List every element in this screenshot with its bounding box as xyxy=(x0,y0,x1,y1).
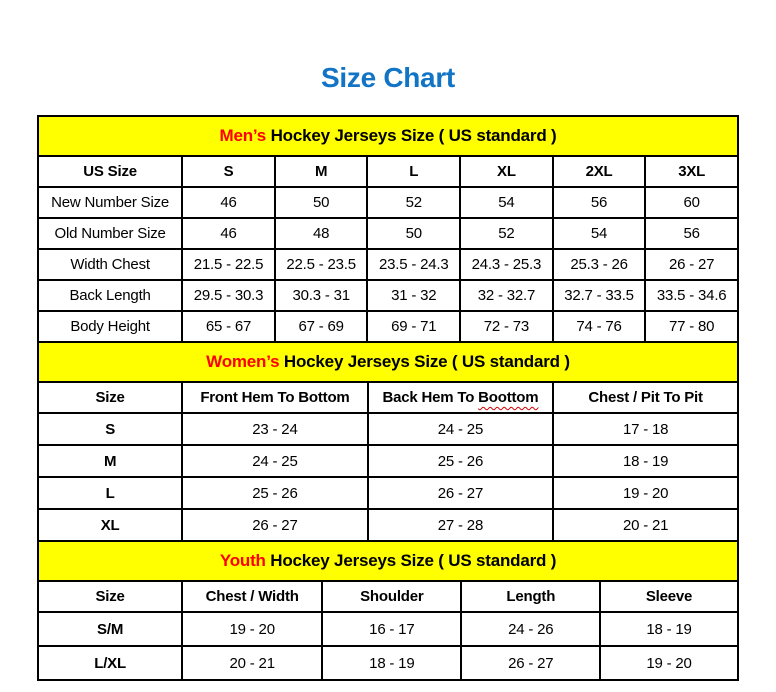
row-label: S xyxy=(38,413,182,445)
table-row xyxy=(38,413,738,445)
womens-col-header-size: Size xyxy=(38,382,182,413)
size-value-cell: 20 - 21 xyxy=(553,509,738,541)
size-value-cell: 46 xyxy=(182,218,275,249)
size-value-cell: 54 xyxy=(460,187,553,218)
size-value-cell: 17 - 18 xyxy=(553,413,738,445)
size-value-cell: 67 - 69 xyxy=(275,311,368,342)
youth-col-header-length: Length xyxy=(461,581,600,612)
back-hem-misspelled-word: Boottom xyxy=(478,389,539,406)
size-value-cell: 54 xyxy=(553,218,646,249)
size-value-cell: 22.5 - 23.5 xyxy=(275,249,368,280)
youth-col-header-sleeve: Sleeve xyxy=(600,581,738,612)
size-value-cell: 21.5 - 22.5 xyxy=(182,249,275,280)
row-label: Old Number Size xyxy=(38,218,182,249)
size-value-cell: 18 - 19 xyxy=(600,612,738,646)
mens-caption-highlight: Men’s xyxy=(219,126,267,145)
womens-col-header-back-hem xyxy=(368,382,554,413)
womens-header-row xyxy=(38,382,738,413)
size-value-cell: 32.7 - 33.5 xyxy=(553,280,646,311)
size-value-cell: 26 - 27 xyxy=(461,646,600,680)
size-value-cell: 52 xyxy=(460,218,553,249)
size-value-cell: 50 xyxy=(275,187,368,218)
size-value-cell: 69 - 71 xyxy=(367,311,460,342)
size-value-cell: 26 - 27 xyxy=(645,249,738,280)
table-row xyxy=(38,187,738,218)
womens-caption-text: Hockey Jerseys Size ( US standard ) xyxy=(279,352,570,371)
size-value-cell: 32 - 32.7 xyxy=(460,280,553,311)
mens-header-row xyxy=(38,156,738,187)
row-label: Width Chest xyxy=(38,249,182,280)
size-value-cell: 24 - 25 xyxy=(368,413,554,445)
size-value-cell: 50 xyxy=(367,218,460,249)
table-row xyxy=(38,509,738,541)
mens-col-header-m: M xyxy=(275,156,368,187)
size-value-cell: 20 - 21 xyxy=(182,646,322,680)
row-label: Body Height xyxy=(38,311,182,342)
page-title: Size Chart xyxy=(321,62,455,93)
size-value-cell: 52 xyxy=(367,187,460,218)
youth-caption-text: Hockey Jerseys Size ( US standard ) xyxy=(265,551,557,570)
mens-col-header-3xl: 3XL xyxy=(645,156,738,187)
mens-size-table xyxy=(37,115,739,343)
size-value-cell: 23.5 - 24.3 xyxy=(367,249,460,280)
size-value-cell: 77 - 80 xyxy=(645,311,738,342)
size-value-cell: 31 - 32 xyxy=(367,280,460,311)
row-label: S/M xyxy=(38,612,182,646)
size-value-cell: 24 - 26 xyxy=(461,612,600,646)
table-row xyxy=(38,249,738,280)
womens-table-caption xyxy=(38,342,738,382)
table-row xyxy=(38,311,738,342)
mens-caption-row xyxy=(38,116,738,156)
youth-col-header-chest-width: Chest / Width xyxy=(182,581,322,612)
size-value-cell: 56 xyxy=(645,218,738,249)
table-row xyxy=(38,612,738,646)
size-value-cell: 29.5 - 30.3 xyxy=(182,280,275,311)
size-value-cell: 65 - 67 xyxy=(182,311,275,342)
size-value-cell: 72 - 73 xyxy=(460,311,553,342)
row-label: M xyxy=(38,445,182,477)
size-value-cell: 19 - 20 xyxy=(600,646,738,680)
youth-caption-row xyxy=(38,541,738,581)
size-value-cell: 48 xyxy=(275,218,368,249)
womens-caption-row xyxy=(38,342,738,382)
mens-col-header-2xl: 2XL xyxy=(553,156,646,187)
size-value-cell: 19 - 20 xyxy=(553,477,738,509)
womens-caption-highlight: Women’s xyxy=(206,352,280,371)
table-row xyxy=(38,646,738,680)
size-value-cell: 27 - 28 xyxy=(368,509,554,541)
back-hem-label-prefix: Back Hem To xyxy=(382,389,479,406)
size-value-cell: 26 - 27 xyxy=(182,509,368,541)
size-value-cell: 16 - 17 xyxy=(322,612,461,646)
size-value-cell: 60 xyxy=(645,187,738,218)
womens-size-table xyxy=(37,341,739,542)
mens-col-header-l: L xyxy=(367,156,460,187)
row-label: L xyxy=(38,477,182,509)
size-value-cell: 24.3 - 25.3 xyxy=(460,249,553,280)
mens-col-header-s: S xyxy=(182,156,275,187)
womens-col-header-chest: Chest / Pit To Pit xyxy=(553,382,738,413)
size-value-cell: 18 - 19 xyxy=(322,646,461,680)
youth-col-header-shoulder: Shoulder xyxy=(322,581,461,612)
womens-col-header-front-hem: Front Hem To Bottom xyxy=(182,382,368,413)
mens-col-header-xl: XL xyxy=(460,156,553,187)
mens-col-header-us-size: US Size xyxy=(38,156,182,187)
size-value-cell: 56 xyxy=(553,187,646,218)
size-value-cell: 26 - 27 xyxy=(368,477,554,509)
row-label: L/XL xyxy=(38,646,182,680)
size-value-cell: 30.3 - 31 xyxy=(275,280,368,311)
size-value-cell: 33.5 - 34.6 xyxy=(645,280,738,311)
size-value-cell: 74 - 76 xyxy=(553,311,646,342)
row-label: XL xyxy=(38,509,182,541)
size-value-cell: 25 - 26 xyxy=(182,477,368,509)
size-value-cell: 19 - 20 xyxy=(182,612,322,646)
tables-container xyxy=(37,115,739,681)
size-value-cell: 24 - 25 xyxy=(182,445,368,477)
row-label: New Number Size xyxy=(38,187,182,218)
size-value-cell: 25.3 - 26 xyxy=(553,249,646,280)
size-value-cell: 23 - 24 xyxy=(182,413,368,445)
youth-table-caption xyxy=(38,541,738,581)
size-value-cell: 18 - 19 xyxy=(553,445,738,477)
table-row xyxy=(38,218,738,249)
table-row xyxy=(38,280,738,311)
youth-header-row xyxy=(38,581,738,612)
mens-caption-text: Hockey Jerseys Size ( US standard ) xyxy=(266,126,557,145)
youth-caption-highlight: Youth xyxy=(219,551,266,570)
mens-table-caption xyxy=(38,116,738,156)
table-row xyxy=(38,477,738,509)
youth-col-header-size: Size xyxy=(38,581,182,612)
row-label: Back Length xyxy=(38,280,182,311)
youth-size-table xyxy=(37,540,739,681)
table-row xyxy=(38,445,738,477)
size-value-cell: 46 xyxy=(182,187,275,218)
size-value-cell: 25 - 26 xyxy=(368,445,554,477)
